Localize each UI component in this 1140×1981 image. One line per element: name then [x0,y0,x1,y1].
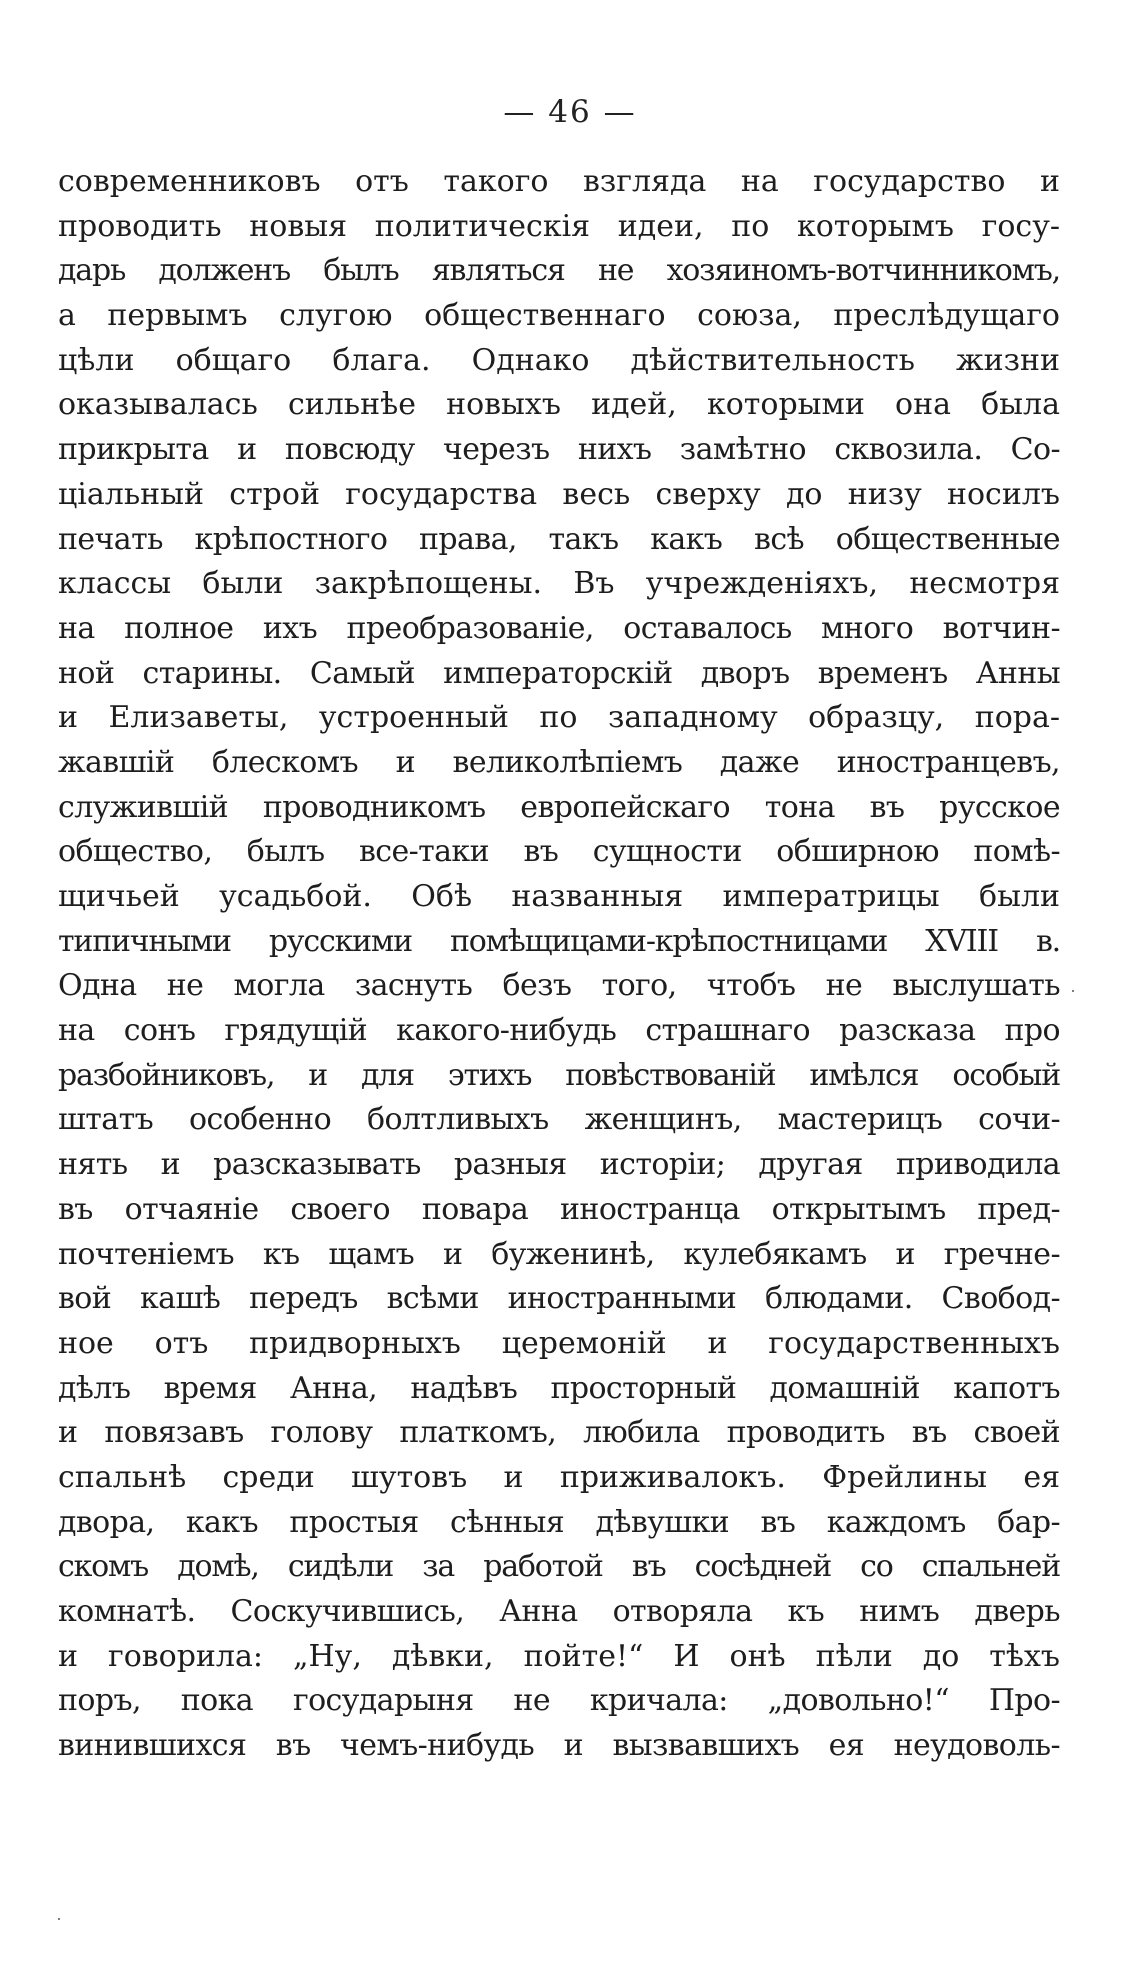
text-line: на сонъ грядущій какого-нибудь страшнаго разсказа про [58,1013,1060,1049]
page-number: — 46 — [503,94,637,130]
text-line: цѣли общаго блага. Однако дѣйствительность жизни [58,342,1060,378]
text-line: двора, какъ простыя сѣнныя дѣвушки въ каждомъ бар- [58,1504,1060,1540]
text-line: служившій проводникомъ европейскаго тона въ русское [58,789,1060,825]
text-line: классы были закрѣпощены. Въ учрежденіяхъ, несмотря [58,566,1060,602]
text-line: на полное ихъ преобразованіе, оставалось много вотчин- [58,610,1060,646]
text-line: поръ, пока государыня не кричала: „довольно!“ Про- [58,1683,1060,1719]
scan-speck [1072,990,1074,992]
text-line: скомъ домѣ, сидѣли за работой въ сосѣдней со спальней [58,1549,1060,1585]
text-line: и Елизаветы, устроенный по западному образцу, пора- [58,700,1060,736]
text-line: спальнѣ среди шутовъ и приживалокъ. Фрейлины ея [58,1459,1060,1495]
text-line: типичными русскими помѣщицами-крѣпостницами XVIII в. [58,923,1060,959]
text-line: дарь долженъ былъ являться не хозяиномъ-вотчинникомъ, [58,253,1060,289]
text-line: вой кашѣ передъ всѣми иностранными блюдами. Свобод- [58,1281,1060,1317]
scan-speck [58,1918,60,1920]
text-line: почтеніемъ къ щамъ и буженинѣ, кулебякамъ и гречне- [58,1236,1060,1272]
text-line: прикрыта и повсюду черезъ нихъ замѣтно сквозила. Со- [58,432,1060,468]
text-line: и повязавъ голову платкомъ, любила проводить въ своей [58,1415,1060,1451]
text-line: ной старины. Самый императорскій дворъ временъ Анны [58,655,1060,691]
text-line: а первымъ слугою общественнаго союза, преслѣдущаго [58,298,1060,334]
text-line: Одна не могла заснуть безъ того, чтобъ не выслушать [58,968,1060,1004]
text-line: оказывалась сильнѣе новыхъ идей, которыми она была [58,387,1060,423]
text-line: жавшій блескомъ и великолѣпіемъ даже иностранцевъ, [58,744,1060,780]
text-line: печать крѣпостного права, такъ какъ всѣ общественные [58,521,1060,557]
text-line: проводить новыя политическія идеи, по которымъ госу- [58,208,1060,244]
text-line: современниковъ отъ такого взгляда на государство и [58,164,1060,199]
text-line: щичьей усадьбой. Обѣ названныя императрицы были [58,879,1060,914]
text-line: дѣлъ время Анна, надѣвъ просторный домашній капотъ [58,1370,1060,1406]
text-line: винившихся въ чемъ-нибудь и вызвавшихъ ея неудоволь- [58,1728,1060,1764]
text-line: нять и разсказывать разныя исторіи; другая приводила [58,1147,1060,1183]
text-line: комнатѣ. Соскучившись, Анна отворяла къ нимъ дверь [58,1594,1060,1629]
body-text [58,160,1060,1769]
text-line: разбойниковъ, и для этихъ повѣствованій имѣлся особый [58,1057,1060,1093]
text-line: ное отъ придворныхъ церемоній и государственныхъ [58,1325,1060,1361]
text-line: въ отчаяніе своего повара иностранца открытымъ пред- [58,1191,1060,1227]
text-line: ціальный строй государства весь сверху до низу носилъ [58,476,1060,512]
text-line: штатъ особенно болтливыхъ женщинъ, мастерицъ сочи- [58,1102,1060,1138]
text-line: общество, былъ все-таки въ сущности обширною помѣ- [58,834,1060,870]
text-line: и говорила: „Ну, дѣвки, пойте!“ И онѣ пѣли до тѣхъ [58,1638,1060,1674]
